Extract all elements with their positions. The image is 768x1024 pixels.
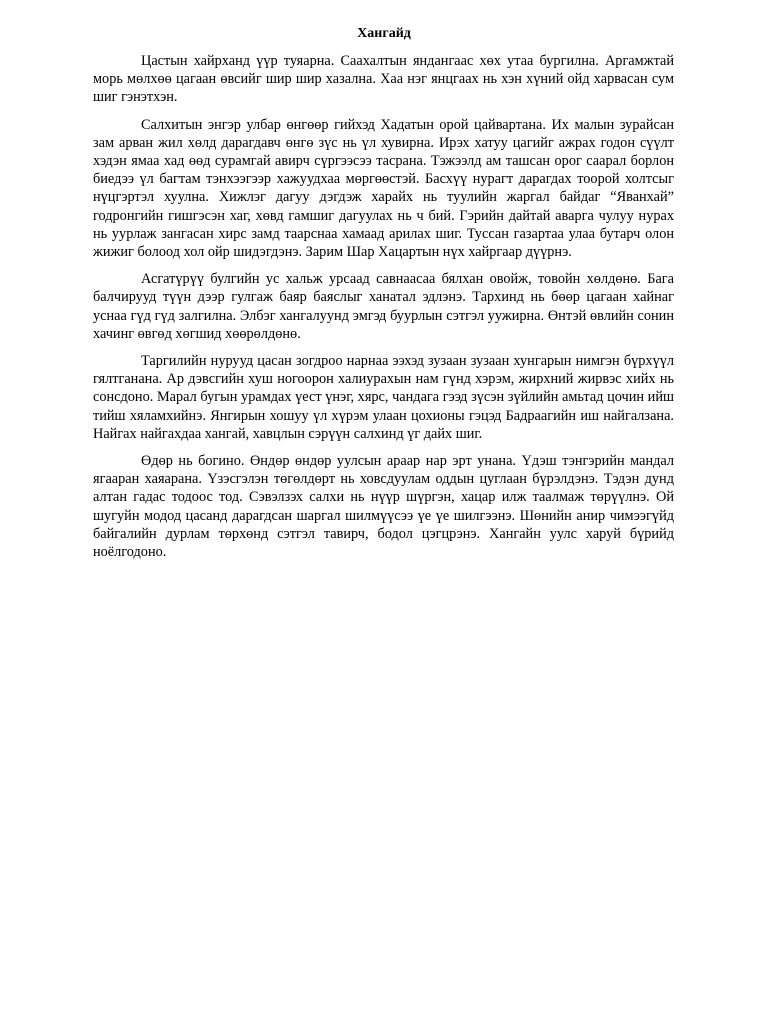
paragraph-2: Салхитын энгэр улбар өнгөөр гийхэд Хадатын орой цайвартана. Их малын зурайсан зам арван жил хөлд дарагдавч өнгө зүс нь үл хувирна. Ирэх хатуу цагийг ажрах годон сүүлт хэдэн ямаа хад өөд сурамгай авирч сүргээсээ тасрана. Тэжээлд ам ташсан орог саарал борлон биедээ үл багтам тэнхээгээр хажуудхаа мөргөөстэй. Басхүү нурагт дарагдах тоорой холтсыг нүцгэртэл хуулна. Хижлэг дагуу дэгдэж харайх нь туулийн жаргал байдаг “Яванхай” годронгийн гишгэсэн хаг, хөвд гамшиг дагуулах нь ч бий. Гэрийн дайтай аварга чулуу нурах нь уурлаж зангасан хирс замд таарснаа хамаад арилах шиг. Туссан газартаа улаа бутарч олон жижиг болоод хол ойр шидэгдэнэ. Зарим Шар Хацартын нүх хайргаар дүүрнэ. — [93, 116, 674, 261]
page-title: Хангайд — [357, 26, 411, 41]
document-body — [93, 52, 674, 570]
paragraph-1: Цастын хайрханд үүр туяарна. Саахалтын яндангаас хөх утаа бургилна. Аргамжтай морь мөлхөө цагаан өвсийг шир шир хазална. Хаа нэг янцгаах нь хэн хүний ойд харвасан сум шиг гэнэтхэн. — [93, 53, 674, 106]
paragraph-4: Таргилийн нурууд цасан зогдроо нарнаа ээхэд зузаан зузаан хунгарын нимгэн бүрхүүл гялтганана. Ар дэвсгийн хуш ногоорон халиурахын нам гүнд хэрэм, жирхний жирвэс хийх нь сонсдоно. Марал бугын урамдах үест үнэг, хярс, чандага гээд зүсэн зүйлийн амьтад цочин ийш тийш хяламхийнэ. Янгирын хошуу үл хүрэм улаан цохионы гэцэд Бадраагийн иш найгалзана. Найгах найгахдаа хангай, хавцлын сэрүүн салхинд үг дайх шиг. — [93, 353, 674, 442]
paragraph-3: Асгатүрүү булгийн ус хальж урсаад савнаасаа бялхан овойж, товойн хөлдөнө. Бага балчирууд түүн дээр гулгаж баяр баяслыг ханатал эдлэнэ. Тархинд нь бөөр цагаан хайнаг уснаа гүд гүд залгилна. Элбэг хангалуунд эмгэд буурлын сэтгэл уужирна. Өнтэй өвлийн сонин хачинг өвгөд хөгшид хөөрөлдөнө. — [93, 271, 674, 342]
paragraph-5: Өдөр нь богино. Өндөр өндөр уулсын араар нар эрт унана. Үдэш тэнгэрийн мандал ягааран хаяарана. Үзэсгэлэн төгөлдөрт нь ховсдуулам оддын цуглаан бүрэлдэнэ. Тэдэн дунд алтан гадас тодоос тод. Сэвэлзэх салхи нь нүүр шүргэн, хацар илж таалмаж төрүүлнэ. Ой шугуйн модод цасанд дарагдсан шаргал шилмүүсээ үе үе шилгээнэ. Шөнийн анир чимээгүйд байгалийн дурлам төрхөнд сэтгэл тавирч, бодол цэгцрэнэ. Хангайн уулс харуй бүрийд ноёлгодоно. — [93, 453, 674, 561]
